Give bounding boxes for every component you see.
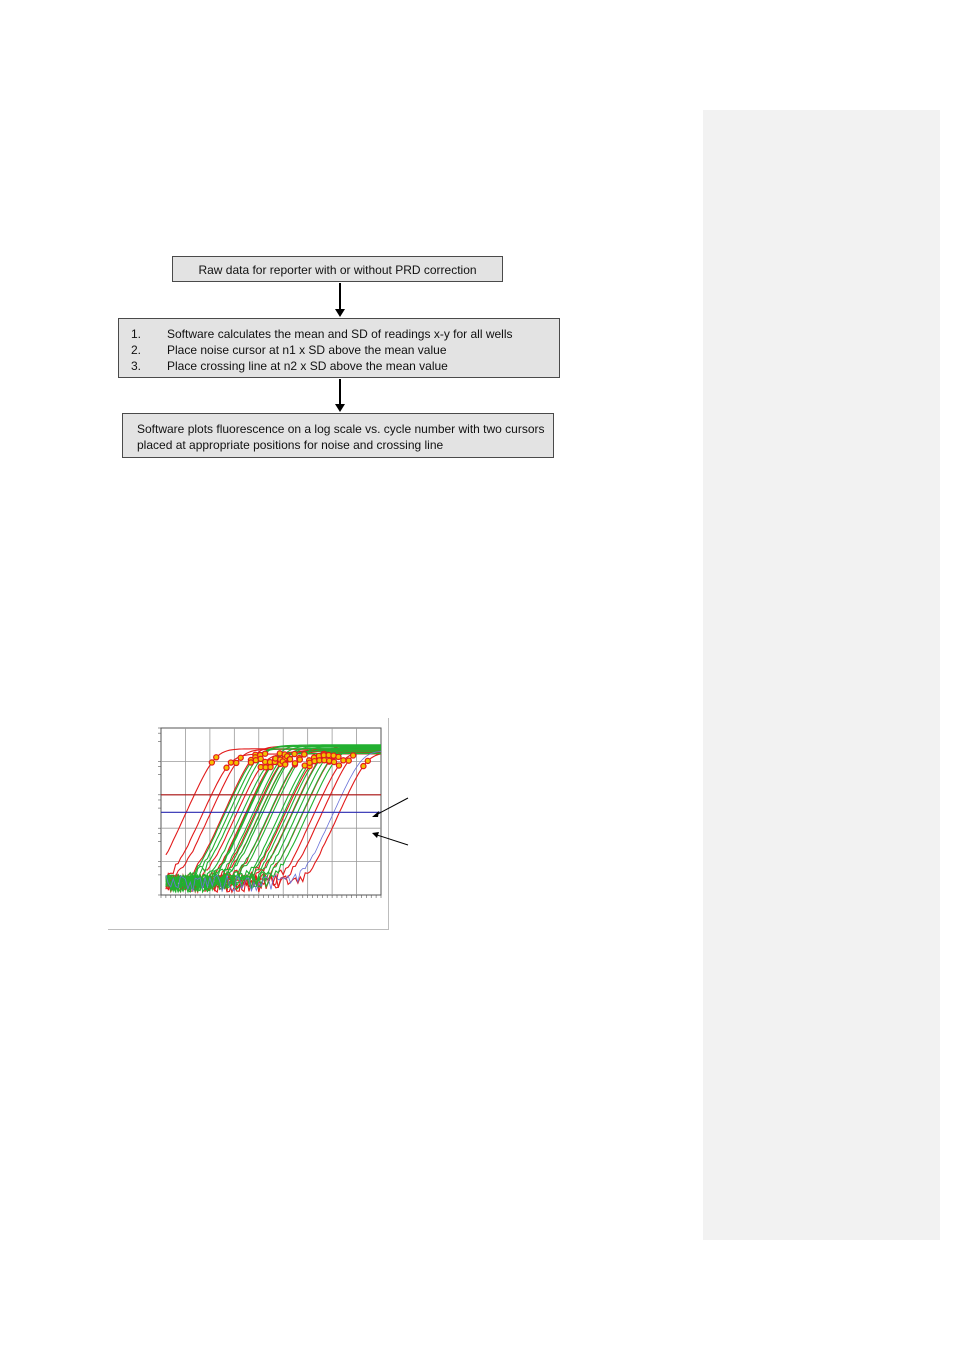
- crossing-point-marker: [268, 765, 273, 770]
- crossing-point-marker: [336, 763, 341, 768]
- substep-number: 2.: [131, 343, 142, 357]
- crossing-point-marker: [228, 760, 233, 765]
- crossing-point-marker: [234, 760, 239, 765]
- flowchart-substep: [131, 326, 559, 342]
- crossing-point-marker: [361, 763, 366, 768]
- amplification-chart-frame: [108, 718, 389, 930]
- crossing-point-marker: [238, 755, 243, 760]
- flowchart-step-calculation: [118, 318, 560, 378]
- flowchart-step-plot-text: Software plots fluorescence on a log scale vs. cycle number with two cursors placed at appropriate positions for noise and crossing line: [137, 422, 545, 452]
- amplification-plot: [108, 718, 438, 930]
- flowchart-step-raw-data-text: Raw data for reporter with or without PRD correction: [198, 263, 477, 277]
- crossing-point-marker: [302, 752, 307, 757]
- crossing-point-marker: [209, 760, 214, 765]
- crossing-point-marker: [292, 751, 297, 756]
- crossing-point-marker: [365, 758, 370, 763]
- crossing-point-marker: [341, 758, 346, 763]
- substep-text: Software calculates the mean and SD of readings x-y for all wells: [167, 327, 513, 341]
- substep-text: Place noise cursor at n1 x SD above the mean value: [167, 343, 447, 357]
- flowchart-substep: [131, 342, 559, 358]
- flowchart-step-plot: [122, 413, 554, 458]
- crossing-point-marker: [331, 759, 336, 764]
- crossing-point-marker: [297, 757, 302, 762]
- comment-margin-pane: [703, 110, 940, 1240]
- crossing-point-marker: [263, 751, 268, 756]
- crossing-point-marker: [224, 765, 229, 770]
- substep-number: 3.: [131, 359, 142, 373]
- substep-number: 1.: [131, 327, 142, 341]
- crossing-point-marker: [283, 762, 288, 767]
- crossing-point-marker: [346, 758, 351, 763]
- crossing-point-marker: [258, 756, 263, 761]
- crossing-point-marker: [214, 755, 219, 760]
- flowchart-substep: [131, 358, 559, 374]
- crossing-point-marker: [302, 763, 307, 768]
- substep-text: Place crossing line at n2 x SD above the mean value: [167, 359, 448, 373]
- crossing-point-marker: [351, 753, 356, 758]
- crossing-point-marker: [292, 761, 297, 766]
- crossing-point-marker: [336, 754, 341, 759]
- flowchart-step-raw-data: [172, 256, 503, 282]
- crossing-point-marker: [287, 757, 292, 762]
